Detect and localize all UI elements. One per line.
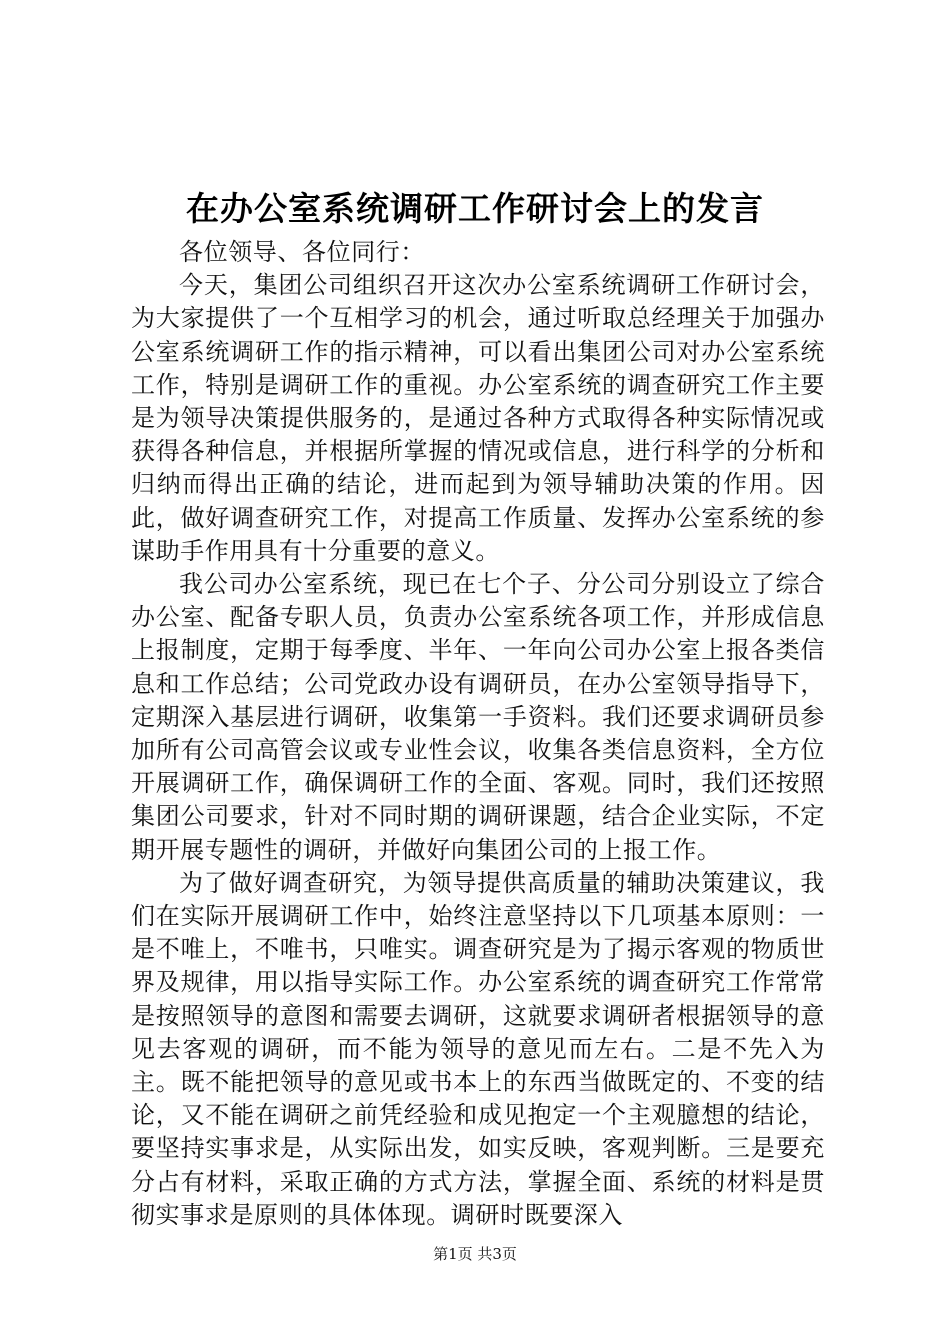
document-body: [131, 236, 825, 1232]
page-number-footer: 第1页 共3页: [433, 1245, 517, 1263]
paragraph-3: 为了做好调查研究，为领导提供高质量的辅助决策建议，我们在实际开展调研工作中，始终注意坚持以下几项基本原则：一是不唯上，不唯书，只唯实。调查研究是为了揭示客观的物质世界及规律，用以指导实际工作。办公室系统的调查研究工作常常是按照领导的意图和需要去调研，这就要求调研者根据领导的意见去客观的调研，而不能为领导的意见而左右。二是不先入为主。既不能把领导的意见或书本上的东西当做既定的、不变的结论，又不能在调研之前凭经验和成见抱定一个主观臆想的结论，要坚持实事求是，从实际出发，如实反映，客观判断。三是要充分占有材料，采取正确的方式方法，掌握全面、系统的材料是贯彻实事求是原则的具体体现。调研时既要深入: [131, 868, 825, 1229]
salutation: 各位领导、各位同行：: [179, 238, 425, 266]
paragraph-2: 我公司办公室系统，现已在七个子、分公司分别设立了综合办公室、配备专职人员，负责办公室系统各项工作，并形成信息上报制度，定期于每季度、半年、一年向公司办公室上报各类信息和工作总结；公司党政办设有调研员，在办公室领导指导下，定期深入基层进行调研，收集第一手资料。我们还要求调研员参加所有公司高管会议或专业性会议，收集各类信息资料，全方位开展调研工作，确保调研工作的全面、客观。同时，我们还按照集团公司要求，针对不同时期的调研课题，结合企业实际，不定期开展专题性的调研，并做好向集团公司的上报工作。: [131, 570, 825, 864]
paragraph-1: 今天，集团公司组织召开这次办公室系统调研工作研讨会，为大家提供了一个互相学习的机会，通过听取总经理关于加强办公室系统调研工作的指示精神，可以看出集团公司对办公室系统工作，特别是调研工作的重视。办公室系统的调查研究工作主要是为领导决策提供服务的，是通过各种方式取得各种实际情况或获得各种信息，并根据所掌握的情况或信息，进行科学的分析和归纳而得出正确的结论，进而起到为领导辅助决策的作用。因此，做好调查研究工作，对提高工作质量、发挥办公室系统的参谋助手作用具有十分重要的意义。: [131, 271, 825, 565]
document-title: 在办公室系统调研工作研讨会上的发言: [186, 189, 764, 228]
